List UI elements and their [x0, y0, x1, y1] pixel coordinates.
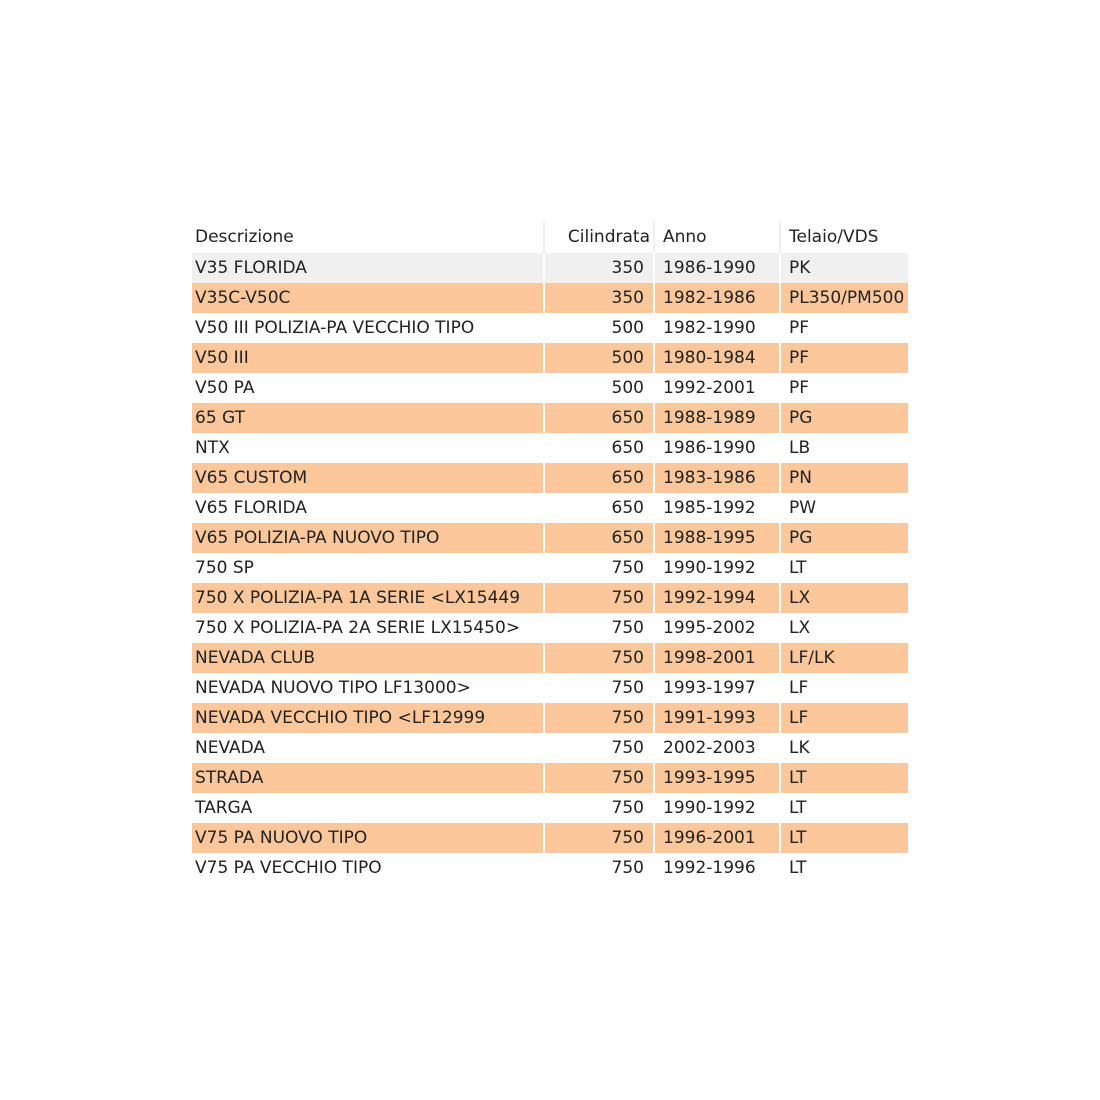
table-row[interactable]	[192, 523, 908, 553]
cell-telaio-vds: LB	[780, 433, 908, 463]
cell-cilindrata: 750	[544, 583, 654, 613]
cell-anno: 1980-1984	[654, 343, 780, 373]
cell-descrizione: V50 III	[192, 343, 544, 373]
header-cilindrata[interactable]: Cilindrata	[544, 220, 654, 253]
cell-descrizione: NTX	[192, 433, 544, 463]
header-telaio-vds[interactable]: Telaio/VDS	[780, 220, 908, 253]
cell-anno: 1982-1990	[654, 313, 780, 343]
cell-cilindrata: 650	[544, 433, 654, 463]
table-row[interactable]	[192, 283, 908, 313]
cell-cilindrata: 650	[544, 493, 654, 523]
cell-telaio-vds: LX	[780, 613, 908, 643]
cell-cilindrata: 750	[544, 823, 654, 853]
cell-anno: 1990-1992	[654, 793, 780, 823]
cell-descrizione: V35C-V50C	[192, 283, 544, 313]
table-row[interactable]	[192, 253, 908, 283]
cell-anno: 2002-2003	[654, 733, 780, 763]
header-descrizione[interactable]: Descrizione	[192, 220, 544, 253]
table-row[interactable]	[192, 553, 908, 583]
cell-descrizione: V50 III POLIZIA-PA VECCHIO TIPO	[192, 313, 544, 343]
table-row[interactable]	[192, 583, 908, 613]
cell-anno: 1995-2002	[654, 613, 780, 643]
cell-anno: 1986-1990	[654, 253, 780, 283]
cell-telaio-vds: LF/LK	[780, 643, 908, 673]
table-row[interactable]	[192, 613, 908, 643]
cell-descrizione: 750 X POLIZIA-PA 1A SERIE <LX15449	[192, 583, 544, 613]
cell-anno: 1986-1990	[654, 433, 780, 463]
cell-cilindrata: 750	[544, 763, 654, 793]
cell-descrizione: NEVADA NUOVO TIPO LF13000>	[192, 673, 544, 703]
table-row[interactable]	[192, 823, 908, 853]
cell-cilindrata: 750	[544, 733, 654, 763]
table-row[interactable]	[192, 703, 908, 733]
cell-cilindrata: 750	[544, 613, 654, 643]
table-row[interactable]	[192, 853, 908, 883]
cell-descrizione: V35 FLORIDA	[192, 253, 544, 283]
cell-cilindrata: 350	[544, 253, 654, 283]
cell-descrizione: 65 GT	[192, 403, 544, 433]
cell-telaio-vds: PN	[780, 463, 908, 493]
table-row[interactable]	[192, 733, 908, 763]
cell-telaio-vds: LT	[780, 853, 908, 883]
cell-cilindrata: 350	[544, 283, 654, 313]
cell-telaio-vds: PG	[780, 523, 908, 553]
cell-descrizione: NEVADA CLUB	[192, 643, 544, 673]
cell-cilindrata: 500	[544, 373, 654, 403]
cell-telaio-vds: PL350/PM500	[780, 283, 908, 313]
cell-telaio-vds: LX	[780, 583, 908, 613]
cell-telaio-vds: PW	[780, 493, 908, 523]
cell-descrizione: V75 PA NUOVO TIPO	[192, 823, 544, 853]
cell-anno: 1992-1996	[654, 853, 780, 883]
cell-telaio-vds: LF	[780, 703, 908, 733]
cell-descrizione: STRADA	[192, 763, 544, 793]
cell-anno: 1985-1992	[654, 493, 780, 523]
table-row[interactable]	[192, 673, 908, 703]
table-row[interactable]	[192, 373, 908, 403]
cell-cilindrata: 750	[544, 853, 654, 883]
cell-descrizione: 750 X POLIZIA-PA 2A SERIE LX15450>	[192, 613, 544, 643]
cell-descrizione: V65 CUSTOM	[192, 463, 544, 493]
cell-descrizione: NEVADA VECCHIO TIPO <LF12999	[192, 703, 544, 733]
cell-anno: 1983-1986	[654, 463, 780, 493]
cell-cilindrata: 750	[544, 703, 654, 733]
cell-anno: 1993-1995	[654, 763, 780, 793]
table-row[interactable]	[192, 463, 908, 493]
table-body	[192, 253, 908, 883]
cell-descrizione: NEVADA	[192, 733, 544, 763]
cell-telaio-vds: PG	[780, 403, 908, 433]
models-table	[192, 220, 908, 883]
header-anno[interactable]: Anno	[654, 220, 780, 253]
cell-anno: 1991-1993	[654, 703, 780, 733]
cell-anno: 1998-2001	[654, 643, 780, 673]
cell-anno: 1988-1989	[654, 403, 780, 433]
cell-telaio-vds: LT	[780, 763, 908, 793]
table-row[interactable]	[192, 493, 908, 523]
table-row[interactable]	[192, 343, 908, 373]
cell-anno: 1993-1997	[654, 673, 780, 703]
cell-cilindrata: 500	[544, 313, 654, 343]
cell-cilindrata: 650	[544, 403, 654, 433]
cell-telaio-vds: LF	[780, 673, 908, 703]
cell-anno: 1988-1995	[654, 523, 780, 553]
cell-cilindrata: 750	[544, 643, 654, 673]
cell-telaio-vds: LT	[780, 793, 908, 823]
cell-descrizione: V65 FLORIDA	[192, 493, 544, 523]
cell-telaio-vds: LK	[780, 733, 908, 763]
cell-cilindrata: 650	[544, 523, 654, 553]
cell-cilindrata: 750	[544, 553, 654, 583]
cell-descrizione: TARGA	[192, 793, 544, 823]
cell-telaio-vds: PK	[780, 253, 908, 283]
cell-cilindrata: 750	[544, 793, 654, 823]
cell-anno: 1982-1986	[654, 283, 780, 313]
cell-telaio-vds: LT	[780, 553, 908, 583]
cell-anno: 1992-1994	[654, 583, 780, 613]
table-row[interactable]	[192, 793, 908, 823]
cell-anno: 1992-2001	[654, 373, 780, 403]
cell-descrizione: V50 PA	[192, 373, 544, 403]
cell-telaio-vds: PF	[780, 343, 908, 373]
cell-cilindrata: 750	[544, 673, 654, 703]
cell-telaio-vds: LT	[780, 823, 908, 853]
cell-anno: 1990-1992	[654, 553, 780, 583]
cell-descrizione: 750 SP	[192, 553, 544, 583]
cell-anno: 1996-2001	[654, 823, 780, 853]
cell-cilindrata: 500	[544, 343, 654, 373]
cell-telaio-vds: PF	[780, 313, 908, 343]
table-row[interactable]	[192, 313, 908, 343]
table-row[interactable]	[192, 763, 908, 793]
table-row[interactable]	[192, 433, 908, 463]
cell-telaio-vds: PF	[780, 373, 908, 403]
table-row[interactable]	[192, 643, 908, 673]
cell-descrizione: V65 POLIZIA-PA NUOVO TIPO	[192, 523, 544, 553]
cell-cilindrata: 650	[544, 463, 654, 493]
table-row[interactable]	[192, 403, 908, 433]
header-row	[192, 220, 908, 253]
cell-descrizione: V75 PA VECCHIO TIPO	[192, 853, 544, 883]
